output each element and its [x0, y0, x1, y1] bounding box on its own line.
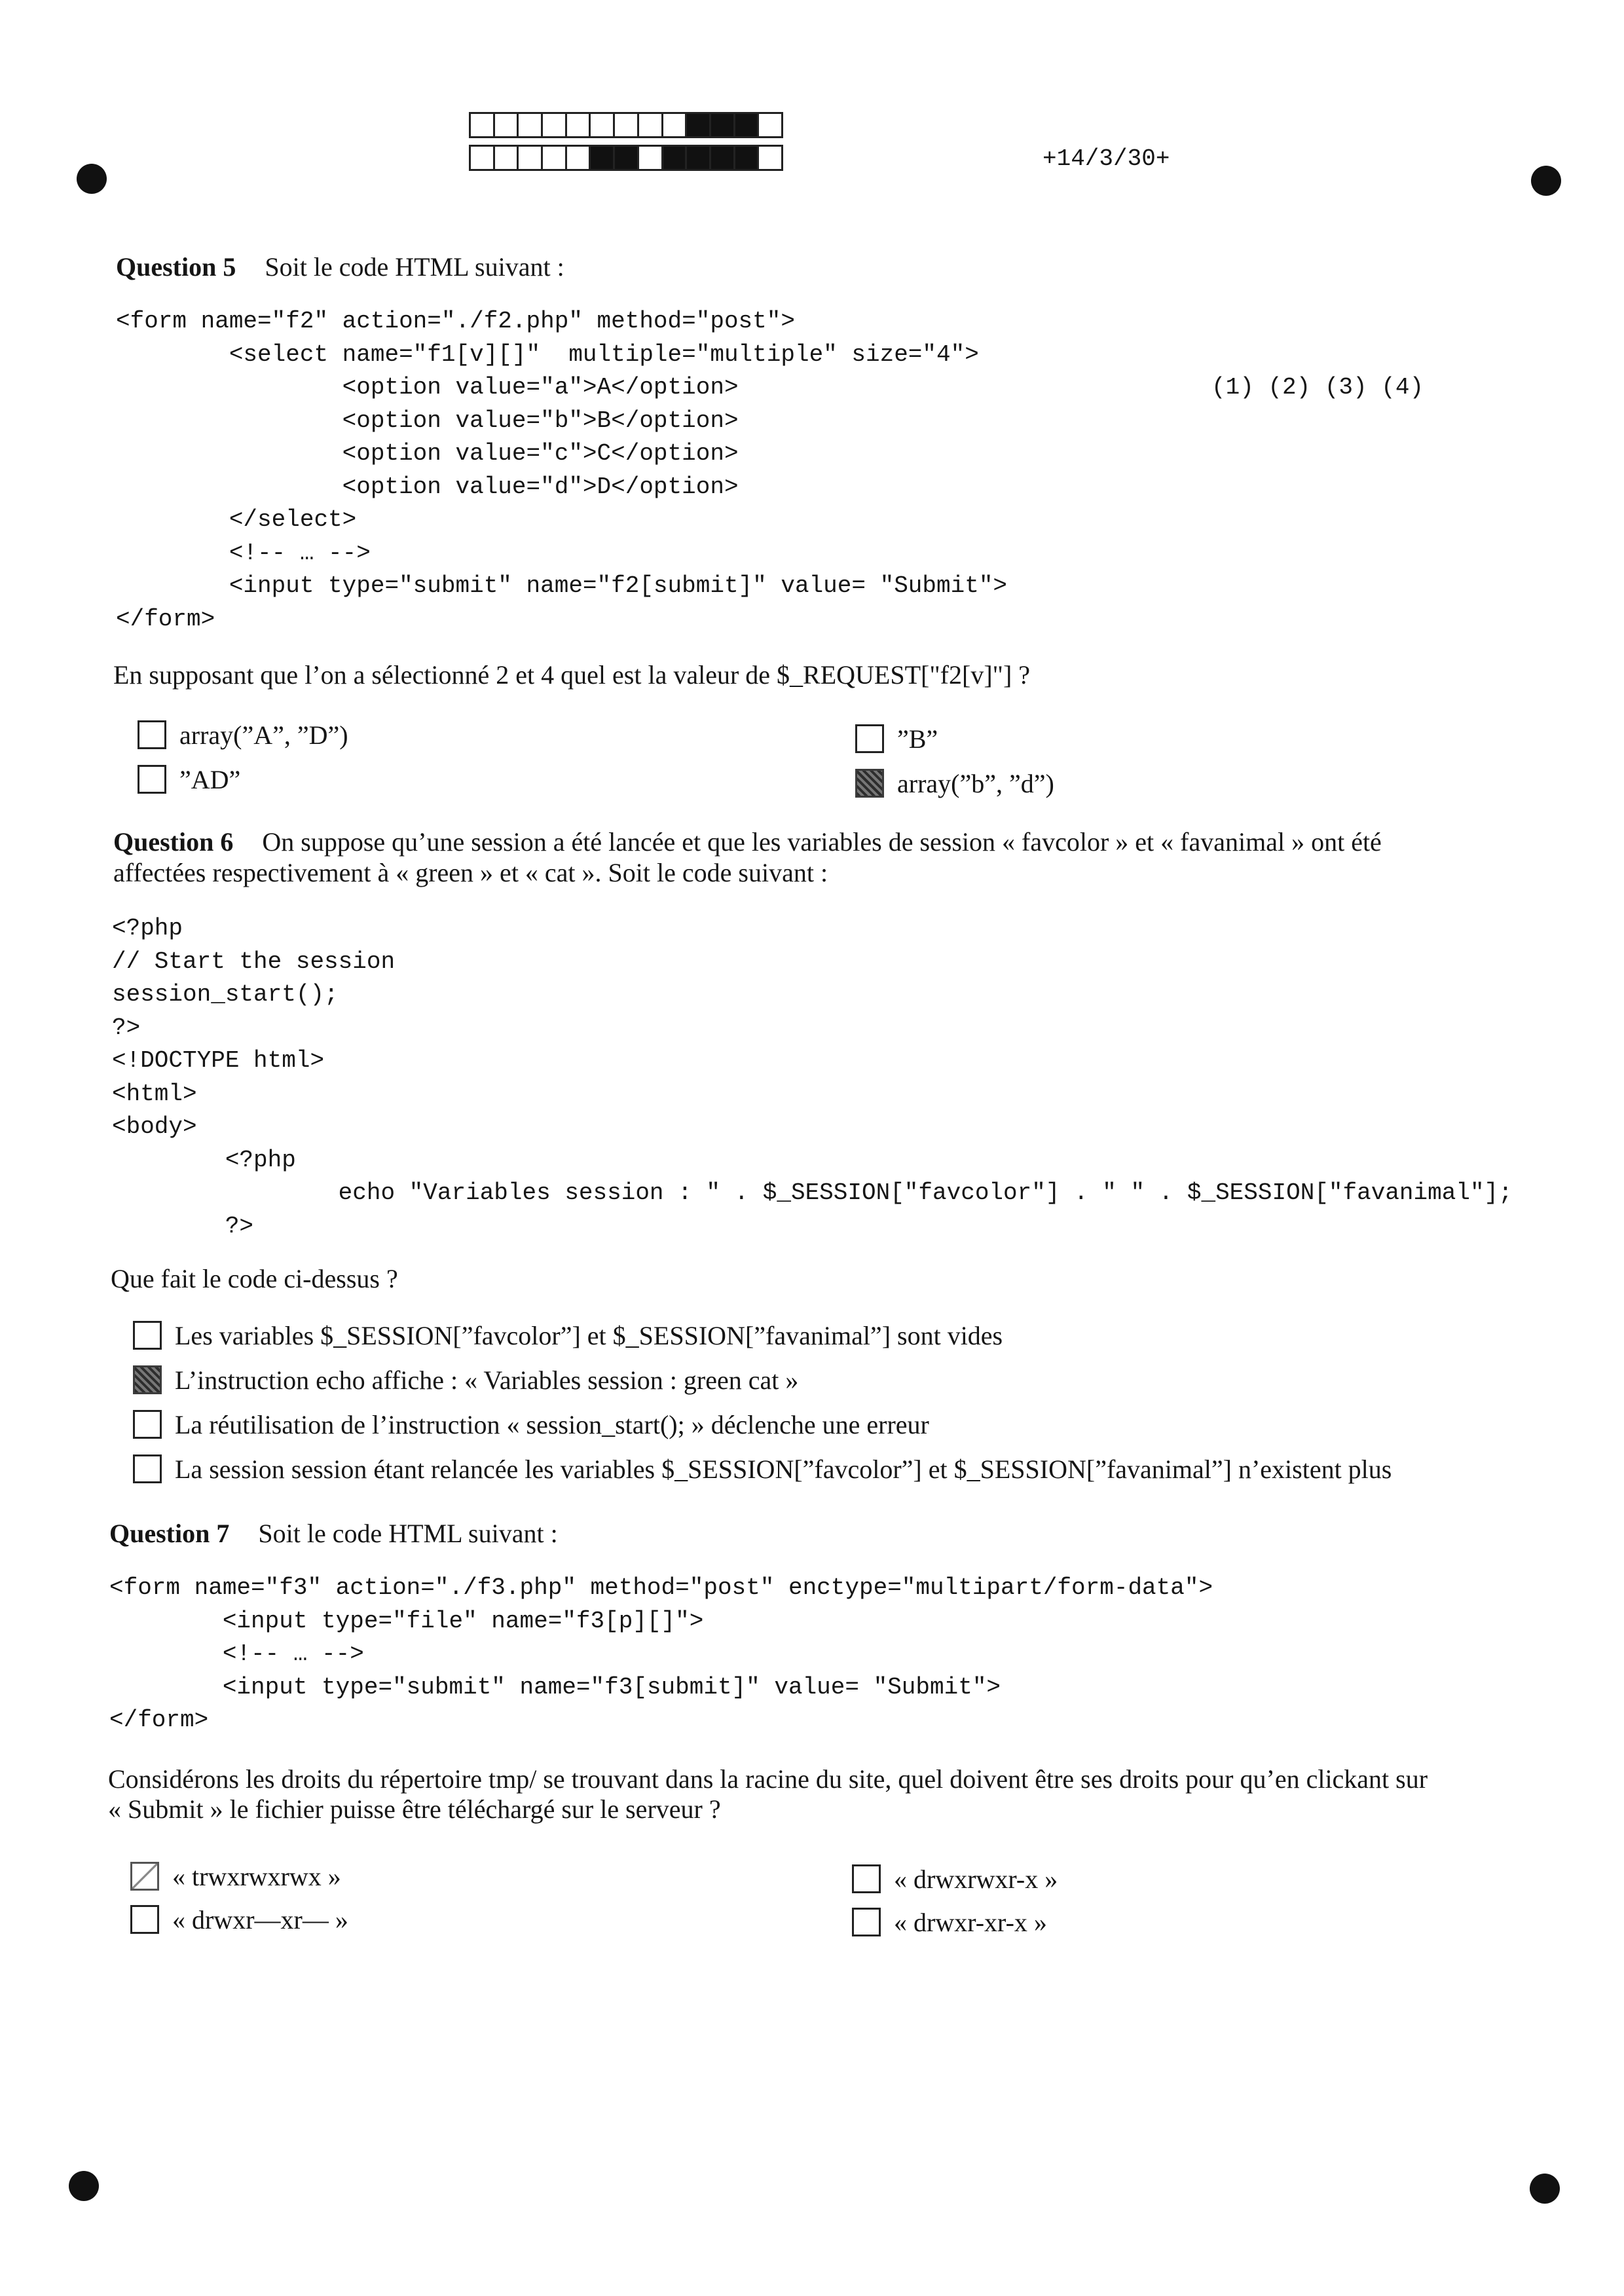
q7-answer-2[interactable]	[130, 1902, 348, 1936]
question-6-heading	[113, 826, 1382, 857]
question-5-line-numbers: (1) (2) (3) (4)	[1211, 374, 1424, 401]
question-5-question: En supposant que l’on a sélectionné 2 et 4 quel est la valeur de $_REQUEST["f2[v]"] ?	[113, 660, 1031, 690]
q6-answer-2-label: L’instruction echo affiche : « Variables session : green cat »	[175, 1365, 799, 1395]
question-7-label: Question 7	[109, 1519, 230, 1548]
q5-answer-4-label: array(”b”, ”d”)	[897, 768, 1054, 798]
q6-answer-4[interactable]	[133, 1452, 1392, 1486]
q7-answer-3[interactable]	[852, 1862, 1058, 1896]
q7-answer-1-label: « trwxrwxrwx »	[172, 1861, 341, 1891]
q7-answer-2-label: « drwxr—xr— »	[172, 1904, 348, 1935]
q6-answer-4-label: La session session étant relancée les variables $_SESSION[”favcolor”] et $_SESSION[”favanimal”] n’existent plus	[175, 1454, 1392, 1484]
sheet-code-boxes-row-2	[469, 145, 783, 171]
q6-answer-2-checkbox-checked[interactable]	[133, 1365, 162, 1394]
question-5-label: Question 5	[116, 252, 236, 282]
q7-answer-4-label: « drwxr-xr-x »	[894, 1907, 1047, 1937]
q7-answer-4[interactable]	[852, 1905, 1047, 1939]
q6-answer-3-label: La réutilisation de l’instruction « session_start(); » déclenche une erreur	[175, 1409, 929, 1439]
q6-answer-3[interactable]	[133, 1407, 929, 1441]
q5-answer-3-label: ”B”	[897, 724, 938, 754]
sheet-code-boxes-row-1	[469, 112, 783, 138]
q5-answer-2-checkbox[interactable]	[138, 765, 166, 794]
q5-answer-3-checkbox[interactable]	[855, 724, 884, 753]
q7-answer-4-checkbox[interactable]	[852, 1908, 881, 1936]
q5-answer-4-checkbox-checked[interactable]	[855, 769, 884, 798]
question-7-code: <form name="f3" action="./f3.php" method="post" enctype="multipart/form-data"> <input type="file" name="f3[p][]"> <!-- … --> <input type="submit" name="f3[submit]" value= "Submit"> </form>	[109, 1574, 1213, 1733]
question-5-heading	[116, 251, 564, 282]
registration-mark-bottom-right	[1530, 2174, 1560, 2204]
registration-mark-top-left	[77, 164, 107, 194]
q7-answer-2-checkbox[interactable]	[130, 1905, 159, 1934]
question-6-label: Question 6	[113, 827, 234, 857]
question-6-question: Que fait le code ci-dessus ?	[111, 1264, 398, 1293]
q5-answer-1-checkbox[interactable]	[138, 720, 166, 749]
q6-answer-3-checkbox[interactable]	[133, 1410, 162, 1439]
question-7-heading	[109, 1518, 558, 1549]
question-7-question-line-1: Considérons les droits du répertoire tmp/ se trouvant dans la racine du site, quel doivent être ses droits pour qu’en clickant sur	[108, 1764, 1428, 1794]
question-5-intro: Soit le code HTML suivant :	[265, 252, 564, 282]
q7-answer-1-checkbox[interactable]	[130, 1862, 159, 1891]
sheet-id: +14/3/30+	[1043, 145, 1170, 172]
q5-answer-1-label: array(”A”, ”D”)	[179, 720, 348, 750]
question-6-code: <?php // Start the session session_start(); ?> <!DOCTYPE html> <html> <body> <?php echo "Variables session : " . $_SESSION["favcolor"] . " " . $_SESSION["favanimal"]; ?>	[112, 915, 1513, 1240]
question-7-intro: Soit le code HTML suivant :	[258, 1519, 558, 1548]
question-6-intro-line-2: affectées respectivement à « green » et « cat ». Soit le code suivant :	[113, 858, 828, 887]
q7-answer-1[interactable]	[130, 1859, 341, 1893]
q6-answer-4-checkbox[interactable]	[133, 1454, 162, 1483]
q7-answer-3-checkbox[interactable]	[852, 1864, 881, 1893]
q7-answer-3-label: « drwxrwxr-x »	[894, 1864, 1058, 1894]
registration-mark-bottom-left	[69, 2171, 99, 2201]
q6-answer-2[interactable]	[133, 1363, 798, 1397]
q5-answer-1[interactable]	[138, 718, 348, 752]
question-7-question-line-2: « Submit » le fichier puisse être téléchargé sur le serveur ?	[108, 1794, 721, 1824]
question-5-code: <form name="f2" action="./f2.php" method="post"> <select name="f1[v][]" multiple="multiple" size="4"> <option value="a">A</option> <option value="b">B</option> <option value="c">C</option> <option value="d">D</option> </select> <!-- … --> <input type="submit" name="f2[submit]" value= "Submit"> </form>	[116, 308, 1008, 633]
q5-answer-2-label: ”AD”	[179, 764, 241, 794]
q6-answer-1[interactable]	[133, 1318, 1003, 1352]
q5-answer-2[interactable]	[138, 762, 240, 796]
question-6-intro-line-1: On suppose qu’une session a été lancée et que les variables de session « favcolor » et « favanimal » ont été	[262, 827, 1382, 857]
q6-answer-1-label: Les variables $_SESSION[”favcolor”] et $_SESSION[”favanimal”] sont vides	[175, 1320, 1003, 1350]
q5-answer-3[interactable]	[855, 722, 938, 756]
registration-mark-top-right	[1531, 166, 1561, 196]
q5-answer-4[interactable]	[855, 766, 1054, 800]
q6-answer-1-checkbox[interactable]	[133, 1321, 162, 1350]
